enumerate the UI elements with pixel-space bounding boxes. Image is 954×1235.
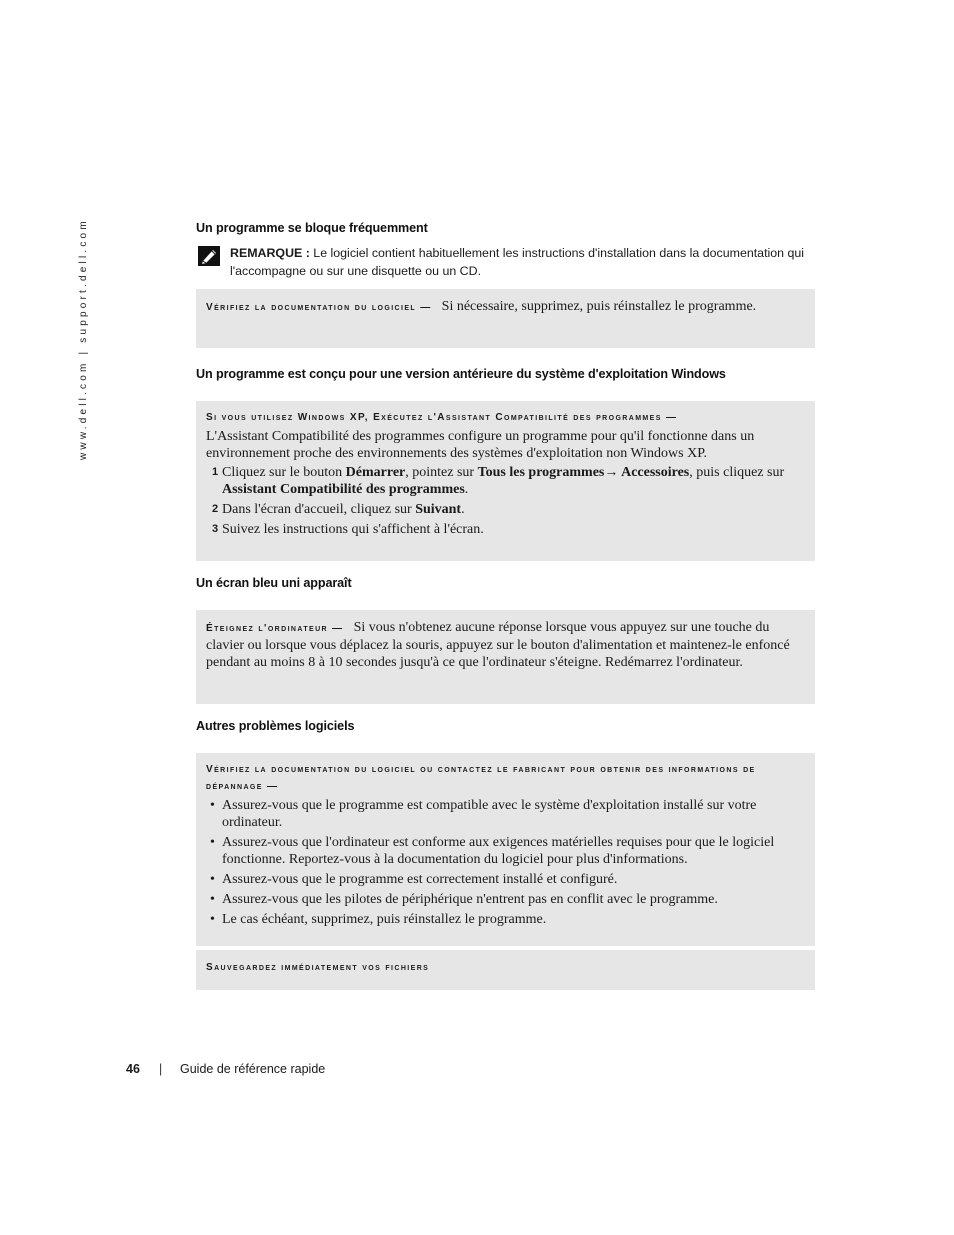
step-bold: Tous les programmes→ Accessoires (477, 465, 690, 480)
step-2 (206, 501, 805, 518)
list-item (206, 871, 805, 888)
box-title: Vérifiez la documentation du logiciel — (206, 302, 432, 313)
list-item (206, 891, 805, 908)
heading-blue-screen: Un écran bleu uni apparaît (196, 576, 352, 590)
list-item-text: Le cas échéant, supprimez, puis réinstallez le programme. (222, 912, 547, 927)
note-text (230, 244, 815, 280)
step-bold: Démarrer (345, 465, 406, 480)
list-item-text: Assurez-vous que le programme est compatible avec le système d'exploitation installé sur votre ordinateur. (222, 798, 757, 830)
step-text: Suivez les instructions qui s'affichent à l'écran. (222, 522, 484, 537)
bullet-icon: • (210, 872, 215, 887)
step-text: , puis cliquez sur (689, 465, 785, 480)
note-label: REMARQUE : (230, 246, 310, 260)
heading-other-software: Autres problèmes logiciels (196, 719, 355, 733)
box-title: Vérifiez la documentation du logiciel ou contactez le fabricant pour obtenir des informations de dépannage — (206, 764, 756, 792)
box-check-documentation (196, 289, 815, 348)
box-backup-files (196, 950, 815, 990)
bullet-icon: • (210, 912, 215, 927)
list-item (206, 834, 805, 868)
heading-older-windows: Un programme est conçu pour une version antérieure du système d'exploitation Windows (196, 367, 726, 381)
step-text: Dans l'écran d'accueil, cliquez sur (222, 502, 416, 517)
step-text: , pointez sur (405, 465, 478, 480)
step-number: 3 (212, 523, 219, 535)
box-title: Sauvegardez immédiatement vos fichiers (206, 962, 430, 973)
step-bold: Suivant (415, 502, 462, 517)
step-text: . (461, 502, 465, 517)
list-item (206, 911, 805, 928)
list-item-text: Assurez-vous que l'ordinateur est conforme aux exigences matérielles requises pour que le logiciel fonctionne. Reportez-vous à la documentation du logiciel pour plus d'informations. (222, 835, 775, 867)
step-number: 2 (212, 503, 219, 515)
box-turn-off-computer (196, 610, 815, 704)
step-3 (206, 521, 805, 538)
side-url: www.dell.com | support.dell.com (78, 218, 89, 460)
list-item-text: Assurez-vous que le programme est correctement installé et configuré. (222, 872, 618, 887)
step-text: Cliquez sur le bouton (222, 465, 346, 480)
bullet-icon: • (210, 835, 215, 850)
footer-separator: | (159, 1062, 163, 1076)
step-1 (206, 464, 805, 498)
step-number: 1 (212, 466, 219, 478)
box-title: Si vous utilisez Windows XP, Exécutez l'Assistant Compatibilité des programmes — (206, 412, 678, 423)
page-number: 46 (126, 1062, 140, 1076)
step-text: . (464, 482, 469, 497)
steps-list (206, 464, 805, 538)
pencil-note-icon (198, 246, 220, 266)
heading-program-freezes: Un programme se bloque fréquemment (196, 221, 428, 235)
footer-title: Guide de référence rapide (180, 1062, 326, 1076)
note-body: Le logiciel contient habituellement les instructions d'installation dans la documentation qui l'accompagne ou sur une disquette ou un CD. (230, 246, 805, 278)
box-compatibility-wizard (196, 401, 815, 561)
bullet-icon: • (210, 798, 215, 813)
list-item (206, 797, 805, 831)
list-item-text: Assurez-vous que les pilotes de périphérique n'entrent pas en conflit avec le programme. (222, 892, 718, 907)
box-text: Si vous n'obtenez aucune réponse lorsque vous appuyez sur une touche du clavier ou lorsque vous déplacez la souris, appuyez sur le bouton d'alimentation et maintenez-le enfoncé pendant au moins 8 à 10 secondes jusqu'à ce que l'ordinateur s'éteigne. Redémarrez l'ordinateur. (206, 620, 790, 670)
bullet-list (206, 797, 805, 928)
box-title: Éteignez l'ordinateur — (206, 623, 344, 634)
bullet-icon: • (210, 892, 215, 907)
box-text: Si nécessaire, supprimez, puis réinstallez le programme. (441, 299, 757, 314)
box-contact-manufacturer (196, 753, 815, 946)
box-text: L'Assistant Compatibilité des programmes configure un programme pour qu'il fonctionne dans un environnement proche des environnements des systèmes d'exploitation non Windows XP. (206, 429, 755, 461)
step-bold: Assistant Compatibilité des programmes (222, 482, 465, 497)
